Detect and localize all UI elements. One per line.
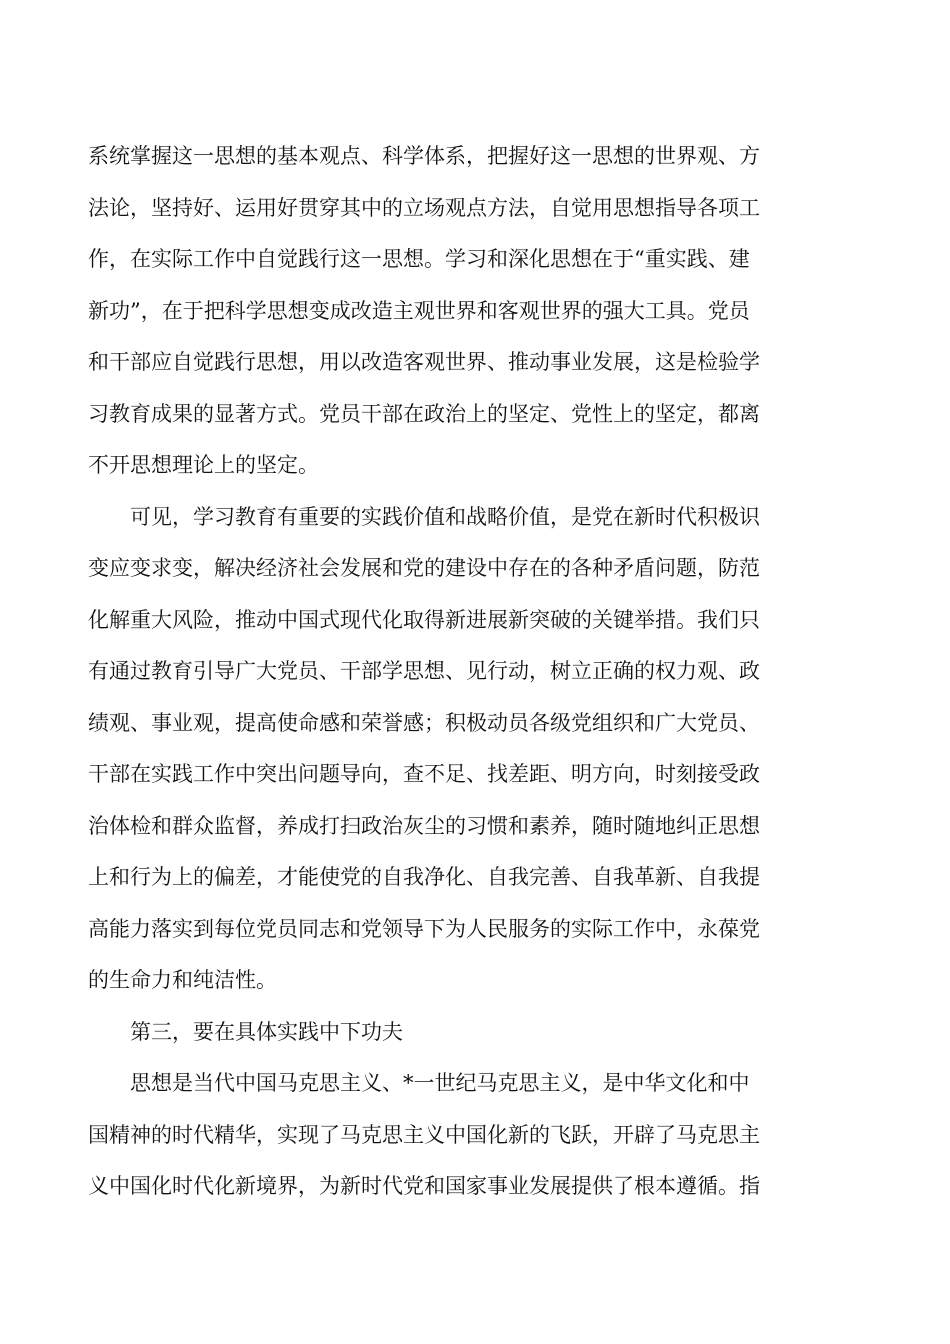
text-line: 和干部应自觉践行思想，用以改造客观世界、推动事业发展，这是检验学 [88, 350, 760, 374]
text-line: 新功”，在于把科学思想变成改造主观世界和客观世界的强大工具。党员 [88, 298, 750, 323]
text-line: 上和行为上的偏差，才能使党的自我净化、自我完善、自我革新、自我提 [88, 865, 760, 889]
text-line: 思想是当代中国马克思主义、*一世纪马克思主义，是中华文化和中 [130, 1071, 750, 1095]
text-line: 不开思想理论上的坚定。 [88, 453, 319, 477]
text-line: 系统掌握这一思想的基本观点、科学体系，把握好这一思想的世界观、方 [88, 144, 760, 168]
text-line: 第三，要在具体实践中下功夫 [130, 1019, 403, 1044]
text-line: 干部在实践工作中突出问题导向，查不足、找差距、明方向，时刻接受政 [88, 762, 760, 786]
text-line: 义中国化时代化新境界，为新时代党和国家事业发展提供了根本遵循。指 [88, 1174, 760, 1198]
text-line: 变应变求变，解决经济社会发展和党的建设中存在的各种矛盾问题，防范 [88, 556, 760, 580]
text-line: 习教育成果的显著方式。党员干部在政治上的坚定、党性上的坚定，都离 [88, 401, 760, 426]
text-line: 化解重大风险，推动中国式现代化取得新进展新突破的关键举措。我们只 [88, 607, 760, 632]
text-line: 可见，学习教育有重要的实践价值和战略价值，是党在新时代积极识 [130, 504, 760, 529]
paragraph-4 [88, 1058, 863, 1213]
document-page [88, 131, 863, 1213]
text-line: 有通过教育引导广大党员、干部学思想、见行动，树立正确的权力观、政 [88, 659, 760, 683]
text-line: 的生命力和纯洁性。 [88, 968, 277, 992]
text-line: 国精神的时代精华，实现了马克思主义中国化新的飞跃，开辟了马克思主 [88, 1122, 760, 1147]
text-line: 高能力落实到每位党员同志和党领导下为人民服务的实际工作中，永葆党 [88, 916, 760, 941]
paragraph-2 [88, 492, 863, 1007]
paragraph-1 [88, 131, 863, 492]
text-line: 法论，坚持好、运用好贯穿其中的立场观点方法，自觉用思想指导各项工 [88, 195, 760, 220]
text-line: 作，在实际工作中自觉践行这一思想。学习和深化思想在于“重实践、建 [88, 247, 750, 271]
section-heading [88, 1007, 863, 1059]
text-line: 绩观、事业观，提高使命感和荣誉感；积极动员各级党组织和广大党员、 [88, 710, 760, 735]
text-line: 治体检和群众监督，养成打扫政治灰尘的习惯和素养，随时随地纠正思想 [88, 813, 760, 838]
